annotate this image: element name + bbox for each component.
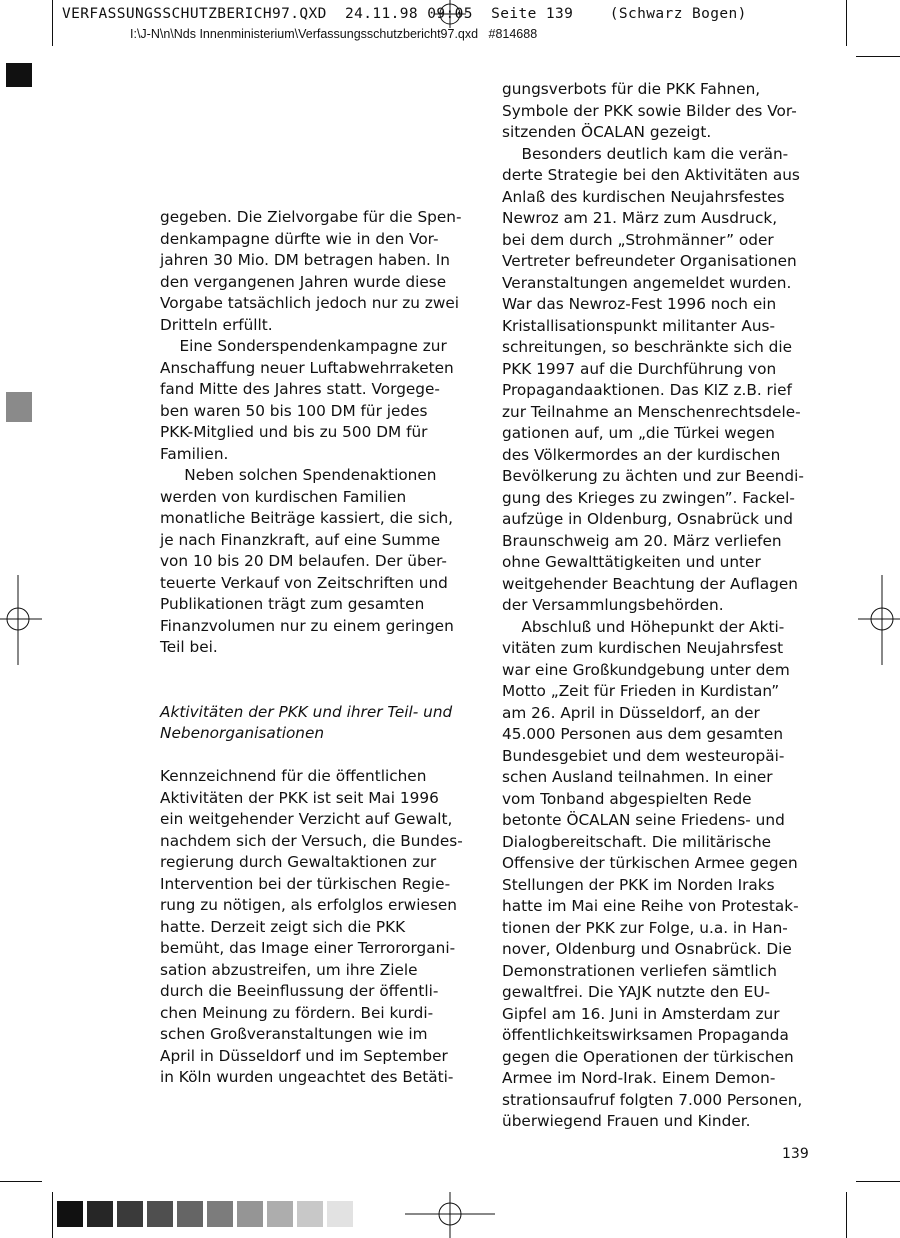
text-line: war eine Großkundgebung unter dem <box>502 660 790 679</box>
paragraph-gap <box>160 745 470 767</box>
color-swatch <box>117 1201 143 1227</box>
text-line: schreitungen, so beschränkte sich die <box>502 338 793 356</box>
registration-mark-top-icon <box>430 0 470 28</box>
text-line: Abschluß und Höhepunkt der Akti- <box>502 617 785 636</box>
text-line: Newroz am 21. März zum Ausdruck, <box>502 209 778 227</box>
crop-mark <box>856 1181 900 1182</box>
text-line: War das Newroz-Fest 1996 noch ein <box>502 295 777 313</box>
text-line: fand Mitte des Jahres statt. Vorgege- <box>160 380 440 398</box>
text-line: ein weitgehender Verzicht auf Gewalt, <box>160 810 453 828</box>
text-line: Dialogbereitschaft. Die militärische <box>502 832 772 851</box>
text-line: nachdem sich der Versuch, die Bundes- <box>160 831 463 850</box>
text-line: Besonders deutlich kam die verän- <box>502 144 789 163</box>
color-swatch <box>57 1201 83 1227</box>
registration-mark-right-icon <box>858 575 900 665</box>
text-line: teuerte Verkauf von Zeitschriften und <box>160 573 448 592</box>
text-line: Gipfel am 16. Juni in Amsterdam zur <box>502 1004 780 1023</box>
text-line: rung zu nötigen, als erfolglos erwiesen <box>160 896 457 914</box>
text-line: PKK-Mitglied und bis zu 500 DM für <box>160 423 428 441</box>
text-line: Neben solchen Spendenaktionen <box>160 466 437 484</box>
text-line: Aktivitäten der PKK ist seit Mai 1996 <box>160 788 439 807</box>
gray-margin-square <box>6 392 32 422</box>
text-line: Armee im Nord-Irak. Einem Demon- <box>502 1069 776 1087</box>
text-line: nover, Oldenburg und Osnabrück. Die <box>502 940 792 958</box>
text-line: sitzenden ÖCALAN gezeigt. <box>502 123 712 141</box>
text-line: Eine Sonderspendenkampagne zur <box>160 337 447 355</box>
text-line: den vergangenen Jahren wurde diese <box>160 272 447 291</box>
text-line: durch die Beeinflussung der öffentli- <box>160 982 439 1000</box>
slug-line: VERFASSUNGSSCHUTZBERICH97.QXD 24.11.98 09:05 Seite 139 (Schwarz Bogen) <box>62 6 747 22</box>
text-line: hatte im Mai eine Reihe von Protestak- <box>502 897 799 915</box>
text-line: monatliche Beiträge kassiert, die sich, <box>160 509 454 527</box>
text-line: Motto „Zeit für Frieden in Kurdistan” <box>502 682 780 700</box>
text-line: überwiegend Frauen und Kinder. <box>502 1112 751 1130</box>
text-line: werden von kurdischen Familien <box>160 487 407 506</box>
text-line: bemüht, das Image einer Terrororgani- <box>160 939 456 957</box>
crop-mark <box>846 1192 847 1238</box>
crop-mark <box>0 1181 42 1182</box>
text-line: Demonstrationen verliefen sämtlich <box>502 961 777 980</box>
text-line: denkampagne dürfte wie in den Vor- <box>160 229 439 248</box>
text-line: zur Teilnahme an Menschenrechtsdele- <box>502 402 801 421</box>
text-line: Anschaffung neuer Luftabwehrraketen <box>160 358 454 377</box>
text-line: gationen auf, um „die Türkei wegen <box>502 424 775 442</box>
text-line: Braunschweig am 20. März verliefen <box>502 531 782 550</box>
text-line: betonte ÖCALAN seine Friedens- und <box>502 811 785 829</box>
paragraph-gap <box>160 680 470 702</box>
text-line: tionen der PKK zur Folge, u.a. in Han- <box>502 918 788 937</box>
color-swatch <box>147 1201 173 1227</box>
color-swatch <box>327 1201 353 1227</box>
registration-mark-bottom-icon <box>405 1192 495 1238</box>
text-line: jahren 30 Mio. DM betragen haben. In <box>160 251 450 269</box>
color-swatch <box>177 1201 203 1227</box>
crop-mark <box>52 1192 53 1238</box>
color-swatch <box>267 1201 293 1227</box>
text-line: April in Düsseldorf und im September <box>160 1046 448 1065</box>
text-line: ohne Gewalttätigkeiten und unter <box>502 553 761 571</box>
text-line: des Völkermordes an der kurdischen <box>502 445 781 464</box>
text-line: Symbole der PKK sowie Bilder des Vor- <box>502 101 797 120</box>
text-line: Vorgabe tatsächlich jedoch nur zu zwei <box>160 294 460 312</box>
text-line: PKK 1997 auf die Durchführung von <box>502 359 777 378</box>
text-line: Propagandaaktionen. Das KIZ z.B. rief <box>502 381 792 399</box>
text-line: vom Tonband abgespielten Rede <box>502 789 752 808</box>
color-swatch <box>237 1201 263 1227</box>
text-line: derte Strategie bei den Aktivitäten aus <box>502 166 800 184</box>
text-line: Finanzvolumen nur zu einem geringen <box>160 616 454 635</box>
text-line: gungsverbots für die PKK Fahnen, <box>502 80 761 98</box>
text-line: aufzüge in Oldenburg, Osnabrück und <box>502 510 793 528</box>
text-line: 45.000 Personen aus dem gesamten <box>502 725 784 743</box>
text-line: öffentlichkeitswirksamen Propaganda <box>502 1026 789 1044</box>
text-line: Offensive der türkischen Armee gegen <box>502 854 798 872</box>
text-line: gung des Krieges zu zwingen”. Fackel- <box>502 488 795 507</box>
text-line: ben waren 50 bis 100 DM für jedes <box>160 401 428 420</box>
text-line: gegeben. Die Zielvorgabe für die Spen- <box>160 208 462 226</box>
text-line: der Versammlungsbehörden. <box>502 596 724 614</box>
color-swatch <box>297 1201 323 1227</box>
text-line: gegen die Operationen der türkischen <box>502 1047 794 1066</box>
text-line: bei dem durch „Strohmänner” oder <box>502 230 774 249</box>
text-line: regierung durch Gewaltaktionen zur <box>160 853 437 871</box>
right-text-column <box>502 79 812 1133</box>
black-margin-square <box>6 63 32 87</box>
text-line: schen Großveranstaltungen wie im <box>160 1025 428 1043</box>
text-line: chen Meinung zu fördern. Bei kurdi- <box>160 1003 434 1022</box>
text-line: strationsaufruf folgten 7.000 Personen, <box>502 1090 803 1109</box>
text-line: schen Ausland teilnahmen. In einer <box>502 768 773 786</box>
text-line: Publikationen trägt zum gesamten <box>160 595 425 613</box>
text-line: je nach Finanzkraft, auf eine Summe <box>160 530 441 549</box>
text-line: Dritteln erfüllt. <box>160 315 273 334</box>
text-line: von 10 bis 20 DM belaufen. Der über- <box>160 552 447 570</box>
crop-mark <box>52 0 53 46</box>
text-line: Vertreter befreundeter Organisationen <box>502 252 797 270</box>
text-line: Bevölkerung zu ächten und zur Beendi- <box>502 467 804 485</box>
text-line: weitgehender Beachtung der Auflagen <box>502 574 798 593</box>
text-line: Intervention bei der türkischen Regie- <box>160 874 451 893</box>
text-line: Familien. <box>160 444 229 463</box>
page-number: 139 <box>782 1146 809 1162</box>
color-swatch <box>207 1201 233 1227</box>
text-line: hatte. Derzeit zeigt sich die PKK <box>160 917 406 936</box>
text-line: Nebenorganisationen <box>160 724 325 742</box>
paragraph-gap <box>160 659 470 681</box>
text-line: Teil bei. <box>160 638 218 656</box>
text-line: am 26. April in Düsseldorf, an der <box>502 703 760 722</box>
text-line: Aktivitäten der PKK und ihrer Teil- und <box>160 702 453 721</box>
color-swatch <box>87 1201 113 1227</box>
slug-file-path: I:\J-N\n\Nds Innenministerium\Verfassungsschutzbericht97.qxd #814688 <box>130 27 538 41</box>
text-line: Kennzeichnend für die öffentlichen <box>160 767 427 785</box>
text-line: gewaltfrei. Die YAJK nutzte den EU- <box>502 983 771 1001</box>
text-line: Anlaß des kurdischen Neujahrsfestes <box>502 187 785 206</box>
text-line: Kristallisationspunkt militanter Aus- <box>502 316 776 335</box>
text-line: sation abzustreifen, um ihre Ziele <box>160 960 418 979</box>
text-line: vitäten zum kurdischen Neujahrsfest <box>502 639 784 657</box>
crop-mark <box>846 0 847 46</box>
crop-mark <box>856 56 900 57</box>
registration-mark-left-icon <box>0 575 42 665</box>
text-line: in Köln wurden ungeachtet des Betäti- <box>160 1068 454 1086</box>
text-line: Stellungen der PKK im Norden Iraks <box>502 875 775 894</box>
text-line: Bundesgebiet und dem westeuropäi- <box>502 746 785 765</box>
left-text-column <box>160 207 470 1089</box>
text-line: Veranstaltungen angemeldet wurden. <box>502 273 792 292</box>
